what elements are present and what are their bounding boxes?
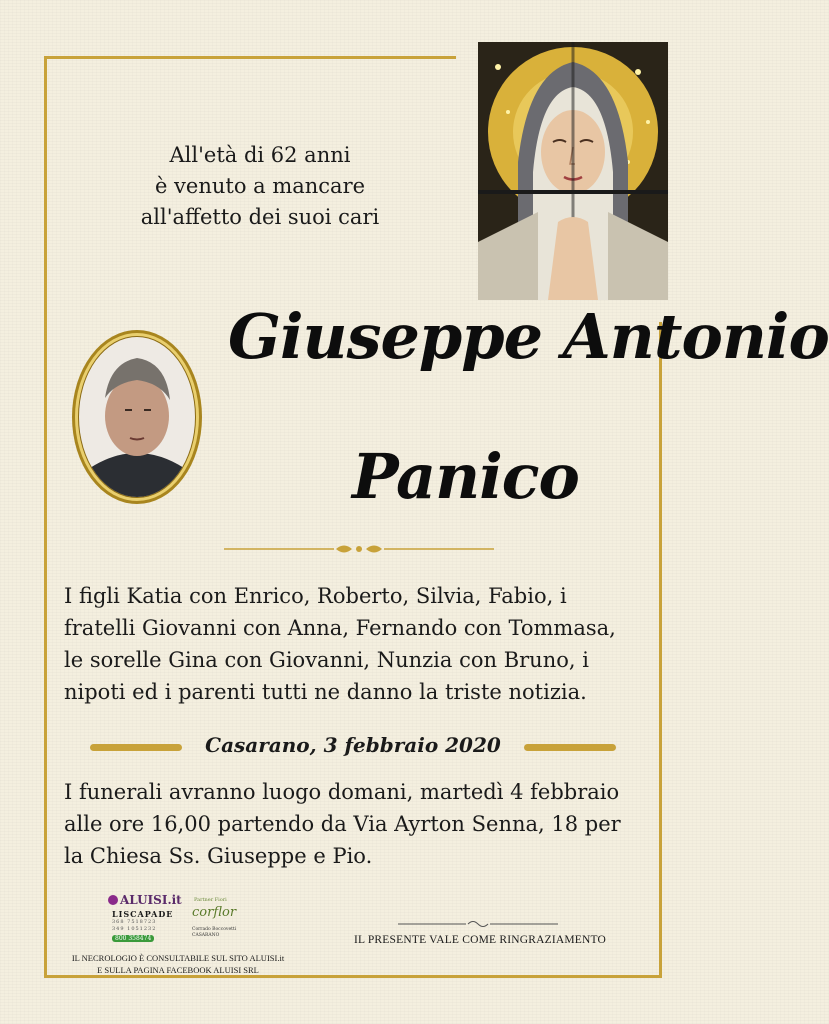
deceased-name-line-2: Panico [352, 440, 579, 513]
necrology-line-1: IL NECROLOGIO È CONSULTABILE SUL SITO ALUISI.it [71, 953, 285, 963]
deceased-name-line-1: Giuseppe Antonio [228, 300, 829, 373]
intro-text [120, 140, 400, 233]
phone-numbers [112, 919, 156, 933]
phone-line-2: 349 1051232 [112, 926, 157, 932]
date-bar-left [90, 744, 182, 751]
funeral-text [64, 776, 654, 872]
deceased-portrait [70, 328, 204, 506]
aluisi-brand: ALUISI.it [120, 893, 182, 907]
intro-line-1: All'età di 62 anni [169, 143, 351, 167]
corflor-logo: corflor [192, 905, 237, 920]
announcement-text [64, 580, 644, 708]
necrology-notice [58, 952, 298, 976]
date-line: Casarano, 3 febbraio 2020 [205, 733, 501, 757]
announcement-line-2: fratelli Giovanni con Anna, Fernando con Tommasa, [64, 616, 616, 640]
announcement-line-1: I figli Katia con Enrico, Roberto, Silvia, Fabio, i [64, 584, 567, 608]
sponsor-logos [108, 893, 248, 951]
frame-top-border [44, 56, 456, 59]
funeral-line-1: I funerali avranno luogo domani, martedì 4 febbraio [64, 780, 620, 804]
necrology-line-2: E SULLA PAGINA FACEBOOK ALUISI SRL [97, 965, 259, 975]
liscapade-label: LISCAPADE [112, 909, 174, 919]
announcement-line-4: nipoti ed i parenti tutti ne danno la triste notizia. [64, 680, 587, 704]
corflor-sub-1: Corrado Boccovetti [192, 927, 237, 932]
phone-line-1: 368 7518723 [112, 919, 157, 925]
intro-line-3: all'affetto dei suoi cari [140, 205, 380, 229]
partner-label: Partner Fiori [194, 897, 227, 903]
madonna-image [478, 42, 668, 300]
aluisi-logo-icon [108, 895, 118, 905]
frame-right-border [659, 322, 662, 978]
funeral-line-3: la Chiesa Ss. Giuseppe e Pio. [64, 844, 373, 868]
funeral-line-2: alle ore 16,00 partendo da Via Ayrton Senna, 18 per [64, 812, 621, 836]
footer-ornament [398, 918, 558, 930]
corflor-sub-2: CASARANO [192, 933, 220, 938]
aluisi-logo [108, 893, 182, 907]
announcement-line-3: le sorelle Gina con Giovanni, Nunzia con Bruno, i [64, 648, 589, 672]
date-bar-right [524, 744, 616, 751]
corflor-subtitle [192, 927, 236, 939]
intro-line-2: è venuto a mancare [154, 174, 366, 198]
toll-free-badge: 800 358474 [112, 935, 154, 942]
frame-left-border [44, 56, 47, 978]
thanks-notice: IL PRESENTE VALE COME RINGRAZIAMENTO [353, 934, 607, 946]
ornamental-divider [224, 540, 494, 558]
